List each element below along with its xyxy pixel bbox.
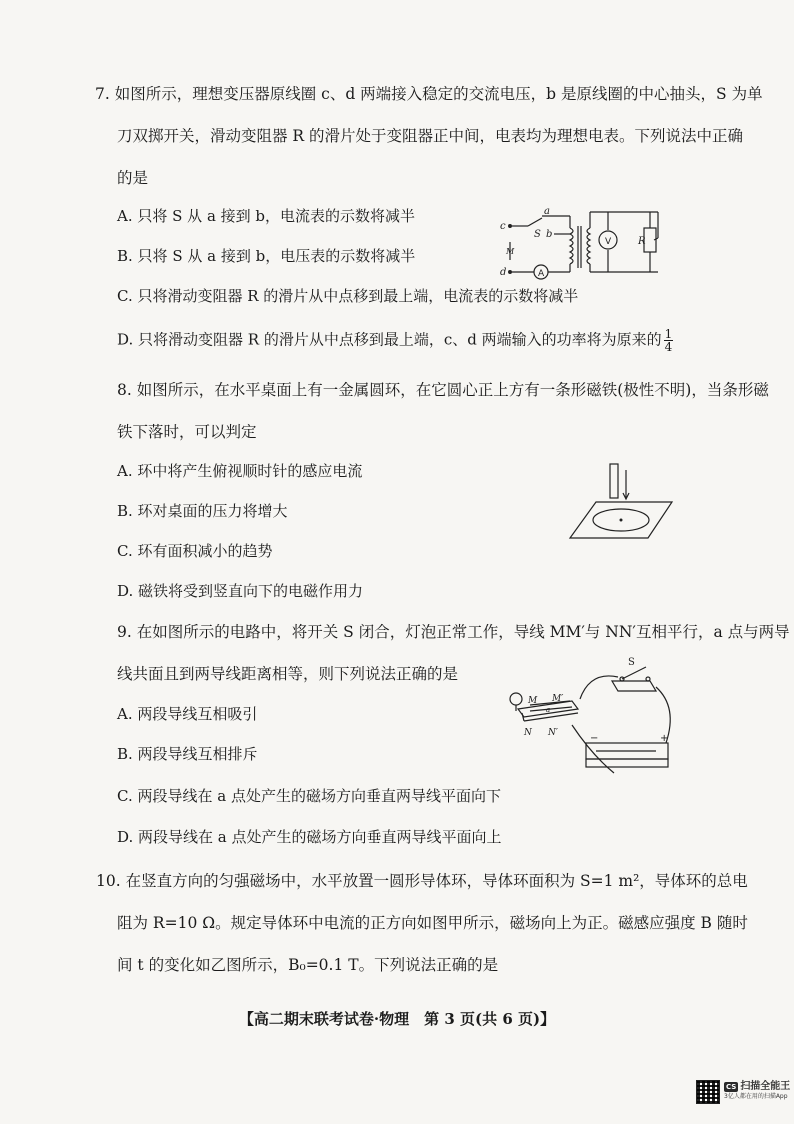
q7-stem-line1: 7. 如图所示，理想变压器原线圈 c、d 两端接入稳定的交流电压，b 是原线圈的中心抽头，S 为单 bbox=[95, 85, 763, 103]
q10-stem-line2: 阻为 R=10 Ω。规定导体环中电流的正方向如图甲所示，磁场向上为正。磁感应强度 B 随时 bbox=[117, 914, 748, 932]
q8-option-d[interactable]: D. 磁铁将受到竖直向下的电磁作用力 bbox=[117, 582, 364, 600]
svg-text:M′: M′ bbox=[552, 694, 564, 704]
badge-subtitle: 3亿人都在用的扫描App bbox=[724, 1093, 788, 1100]
q7-option-d[interactable] bbox=[117, 328, 673, 353]
svg-text:−: − bbox=[590, 733, 599, 744]
svg-text:+: + bbox=[660, 733, 669, 744]
q7-option-d-fraction: $\frac{1}{4}$ bbox=[664, 327, 673, 354]
svg-text:V: V bbox=[605, 237, 612, 247]
q9-stem-line1: 9. 在如图所示的电路中，将开关 S 闭合，灯泡正常工作，导线 MM′与 NN′互相平行，a 点与两导 bbox=[117, 623, 790, 641]
svg-text:A: A bbox=[538, 269, 545, 279]
scanner-watermark bbox=[696, 1080, 790, 1104]
q9-option-a[interactable]: A. 两段导线互相吸引 bbox=[117, 705, 258, 723]
q8-stem-line2: 铁下落时，可以判定 bbox=[117, 423, 257, 441]
q7-transformer-figure bbox=[498, 198, 678, 288]
q7-stem-line2: 刀双掷开关，滑动变阻器 R 的滑片处于变阻器正中间，电表均为理想电表。下列说法中正确 bbox=[117, 127, 744, 145]
svg-text:c: c bbox=[500, 221, 506, 232]
q7-option-b[interactable]: B. 只将 S 从 a 接到 b，电压表的示数将减半 bbox=[117, 247, 416, 265]
svg-text:a: a bbox=[546, 706, 551, 714]
svg-text:S: S bbox=[534, 229, 541, 240]
q9-option-b[interactable]: B. 两段导线互相排斥 bbox=[117, 745, 258, 763]
page-footer: 【高二期末联考试卷·物理 第 3 页(共 6 页)】 bbox=[238, 1010, 556, 1028]
q7-stem-line3: 的是 bbox=[117, 169, 149, 187]
q9-circuit-figure bbox=[500, 655, 680, 775]
camscanner-icon: CS bbox=[726, 1083, 737, 1091]
svg-text:N: N bbox=[524, 728, 532, 738]
svg-text:b: b bbox=[546, 229, 553, 240]
svg-text:M: M bbox=[506, 247, 515, 256]
q8-option-c[interactable]: C. 环有面积减小的趋势 bbox=[117, 542, 273, 560]
q9-option-c[interactable]: C. 两段导线在 a 点处产生的磁场方向垂直两导线平面向下 bbox=[117, 787, 501, 805]
q8-magnet-ring-figure bbox=[566, 462, 676, 546]
svg-text:S: S bbox=[628, 657, 635, 668]
svg-text:a: a bbox=[544, 206, 550, 217]
q9-stem-line2: 线共面且到两导线距离相等，则下列说法正确的是 bbox=[117, 665, 459, 683]
svg-text:N′: N′ bbox=[548, 728, 558, 738]
q7-option-c[interactable]: C. 只将滑动变阻器 R 的滑片从中点移到最上端，电流表的示数将减半 bbox=[117, 287, 579, 305]
svg-text:R: R bbox=[638, 236, 646, 247]
q7-option-d-text: D. 只将滑动变阻器 R 的滑片从中点移到最上端，c、d 两端输入的功率将为原来的 bbox=[117, 330, 662, 349]
q9-option-d[interactable]: D. 两段导线在 a 点处产生的磁场方向垂直两导线平面向上 bbox=[117, 828, 502, 846]
svg-text:M: M bbox=[528, 696, 538, 706]
q7-option-a[interactable]: A. 只将 S 从 a 接到 b，电流表的示数将减半 bbox=[117, 207, 416, 225]
badge-title: 扫描全能王 bbox=[740, 1081, 791, 1092]
qr-code-icon bbox=[696, 1080, 720, 1104]
q8-option-b[interactable]: B. 环对桌面的压力将增大 bbox=[117, 502, 288, 520]
q10-stem-line3: 间 t 的变化如乙图所示，B₀=0.1 T。下列说法正确的是 bbox=[117, 956, 499, 974]
svg-text:d: d bbox=[500, 267, 507, 278]
q8-option-a[interactable]: A. 环中将产生俯视顺时针的感应电流 bbox=[117, 462, 363, 480]
q8-stem-line1: 8. 如图所示，在水平桌面上有一金属圆环，在它圆心正上方有一条形磁铁(极性不明)，当条形磁 bbox=[117, 381, 769, 399]
q10-stem-line1: 10. 在竖直方向的匀强磁场中，水平放置一圆形导体环，导体环面积为 S=1 m²，导体环的总电 bbox=[96, 872, 748, 890]
